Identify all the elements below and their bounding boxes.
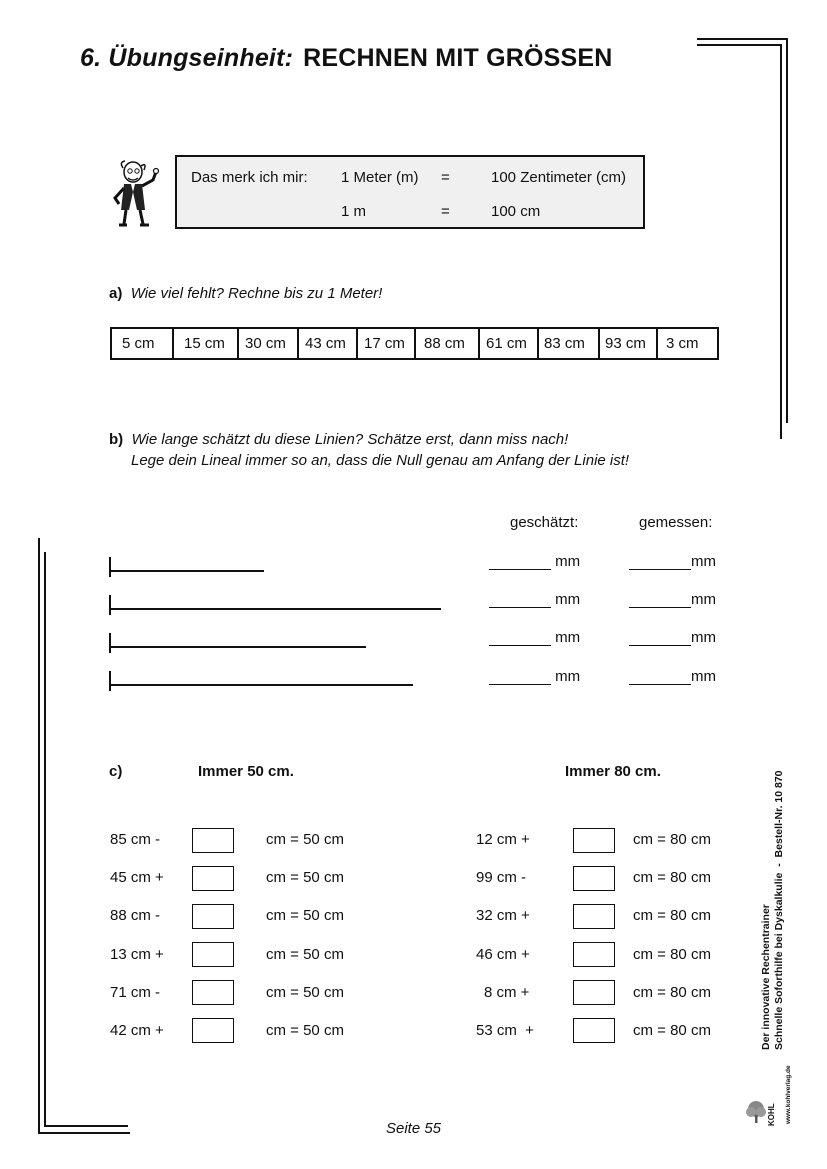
measure-cell: 5 cm (111, 328, 173, 359)
measure-cell: 93 cm (599, 328, 657, 359)
section-a-instruction: Wie viel fehlt? Rechne bis zu 1 Meter! (130, 285, 383, 302)
right-eq-start: 8 cm + (484, 984, 530, 1001)
unit-label: mm (555, 668, 581, 685)
left-eq-result: cm = 50 cm (266, 831, 344, 848)
memo-row2-eq: = (441, 203, 450, 220)
answer-box[interactable] (573, 828, 615, 853)
answer-box[interactable] (573, 942, 615, 967)
unit-label: mm (555, 629, 581, 646)
left-eq-result: cm = 50 cm (266, 1022, 344, 1039)
answer-box[interactable] (192, 942, 234, 967)
sidebar-line-2: Schnelle Soforthilfe bei Dyskalkulie - Bestell-Nr. 10 870 (773, 770, 785, 1050)
answer-box[interactable] (573, 866, 615, 891)
unit-label: mm (555, 553, 581, 570)
memo-lead: Das merk ich mir: (191, 169, 308, 186)
measure-cell: 61 cm (479, 328, 538, 359)
right-eq-result: cm = 80 cm (633, 1022, 711, 1039)
right-eq-start: 32 cm + (476, 907, 530, 924)
measure-cell: 30 cm (238, 328, 298, 359)
measure-cell: 43 cm (298, 328, 357, 359)
right-eq-start: 53 cm + (476, 1022, 534, 1039)
section-b-instruction-1: Wie lange schätzt du diese Linien? Schätze erst, dann miss nach! (131, 431, 569, 448)
section-b-heading (109, 431, 568, 448)
measurement-table (110, 327, 719, 360)
measure-cell: 88 cm (415, 328, 479, 359)
section-a-heading (109, 285, 382, 302)
col-measured-header: gemessen: (639, 514, 713, 531)
memo-row2-right: 100 cm (491, 203, 541, 220)
sidebar-line-1: Der innovative Rechentrainer (760, 904, 772, 1050)
measure-blank[interactable] (629, 591, 716, 608)
left-eq-result: cm = 50 cm (266, 984, 344, 1001)
title-main: RECHNEN MIT GRÖSSEN (303, 44, 613, 72)
left-eq-result: cm = 50 cm (266, 907, 344, 924)
right-eq-result: cm = 80 cm (633, 831, 711, 848)
left-eq-start: 71 cm - (110, 984, 161, 1001)
left-eq-start: 88 cm - (110, 907, 161, 924)
publisher-website: www.kohlverlag.de (785, 1065, 792, 1124)
estimate-blank[interactable] (489, 553, 580, 570)
measure-cell: 15 cm (173, 328, 238, 359)
answer-box[interactable] (192, 904, 234, 929)
right-eq-start: 46 cm + (476, 946, 530, 963)
sidebar-imprint (760, 740, 786, 1050)
section-b-subheading (131, 452, 629, 469)
section-c-letter: c) (109, 763, 123, 780)
professor-icon (107, 158, 167, 228)
left-eq-start: 85 cm - (110, 831, 161, 848)
right-eq-start: 99 cm - (476, 869, 527, 886)
right-eq-result: cm = 80 cm (633, 984, 711, 1001)
answer-box[interactable] (573, 1018, 615, 1043)
measure-cell: 17 cm (357, 328, 415, 359)
section-b-letter: b) (109, 431, 124, 448)
section-c-left-heading: Immer 50 cm. (198, 763, 294, 780)
answer-box[interactable] (192, 828, 234, 853)
right-eq-result: cm = 80 cm (633, 946, 711, 963)
unit-label: mm (691, 629, 716, 646)
left-eq-start: 13 cm + (110, 946, 164, 963)
memo-row2-left: 1 m (341, 203, 367, 220)
memo-row1-right: 100 Zentimeter (cm) (491, 169, 627, 186)
unit-label: mm (691, 553, 716, 570)
left-eq-result: cm = 50 cm (266, 869, 344, 886)
measure-cell: 3 cm (657, 328, 718, 359)
answer-box[interactable] (192, 1018, 234, 1043)
estimate-blank[interactable] (489, 629, 580, 646)
answer-box[interactable] (192, 980, 234, 1005)
section-a-letter: a) (109, 285, 123, 302)
estimate-blank[interactable] (489, 591, 580, 608)
right-eq-start: 12 cm + (476, 831, 530, 848)
measure-cell: 83 cm (538, 328, 599, 359)
col-estimated-header: geschätzt: (510, 514, 579, 531)
measure-blank[interactable] (629, 668, 716, 685)
estimate-blank[interactable] (489, 668, 580, 685)
publisher-name: KOHL (767, 1103, 776, 1126)
right-eq-result: cm = 80 cm (633, 869, 711, 886)
memo-box (175, 155, 645, 229)
publisher-logo (745, 1058, 795, 1128)
right-eq-result: cm = 80 cm (633, 907, 711, 924)
page-title (80, 44, 613, 73)
unit-label: mm (555, 591, 581, 608)
left-eq-start: 45 cm + (110, 869, 164, 886)
answer-box[interactable] (192, 866, 234, 891)
memo-row1-eq: = (441, 169, 450, 186)
unit-label: mm (691, 668, 716, 685)
answer-box[interactable] (573, 904, 615, 929)
left-eq-result: cm = 50 cm (266, 946, 344, 963)
memo-row1-left: 1 Meter (m) (341, 169, 419, 186)
page-number: Seite 55 (385, 1120, 442, 1137)
measure-blank[interactable] (629, 553, 716, 570)
section-c-right-heading: Immer 80 cm. (565, 763, 661, 780)
unit-label: mm (691, 591, 716, 608)
answer-box[interactable] (573, 980, 615, 1005)
left-eq-start: 42 cm + (110, 1022, 164, 1039)
section-b-instruction-2: Lege dein Lineal immer so an, dass die Null genau am Anfang der Linie ist! (131, 452, 630, 469)
title-number: 6. Übungseinheit: (80, 44, 294, 72)
measure-blank[interactable] (629, 629, 716, 646)
